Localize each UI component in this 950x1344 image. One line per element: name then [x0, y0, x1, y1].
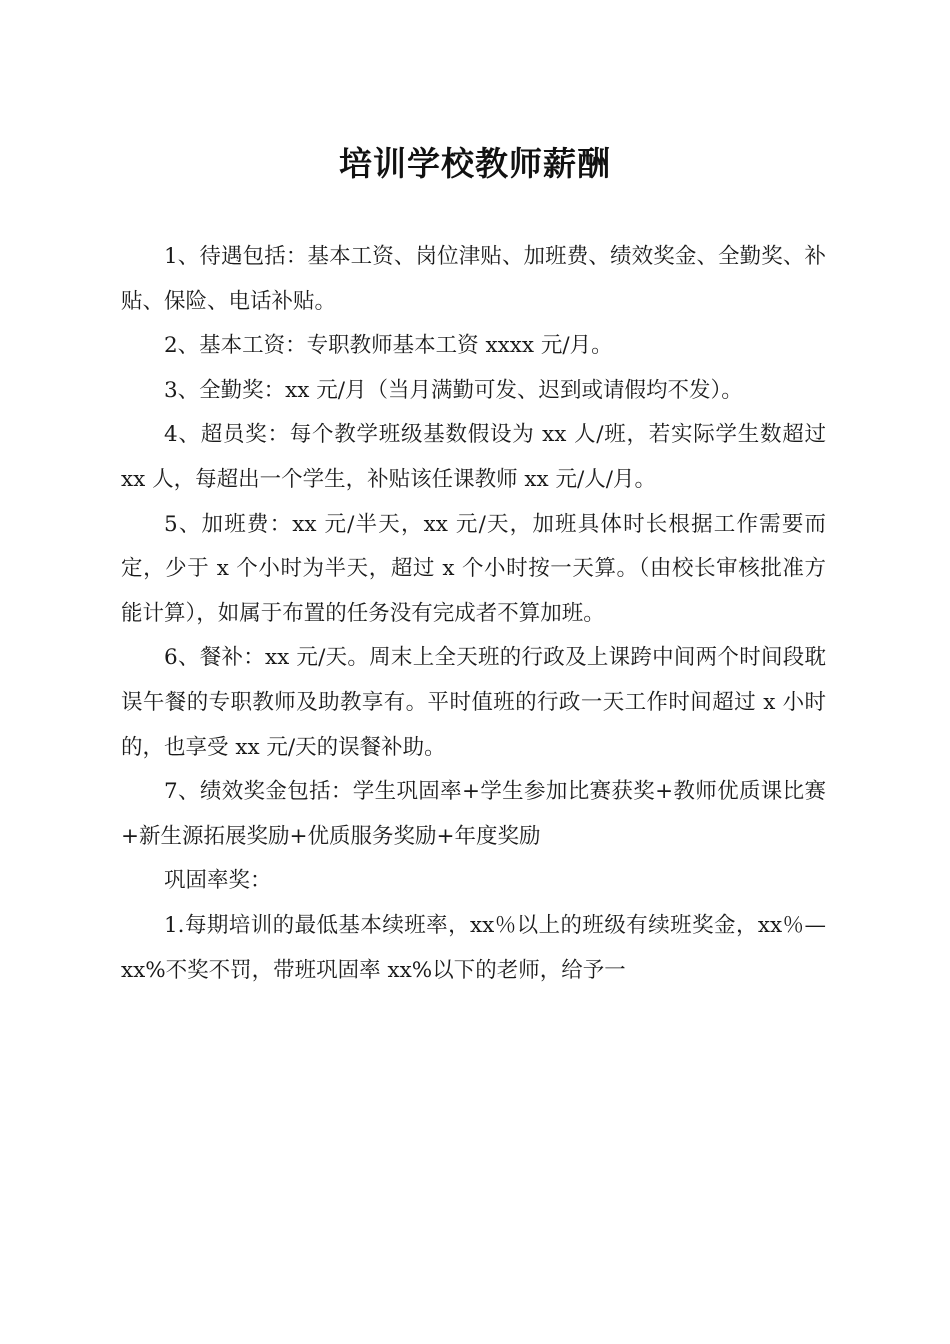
paragraph-retention-rule: 1.每期培训的最低基本续班率，xx％以上的班级有续班奖金，xx％—xx%不奖不罚，带班巩固率 xx%以下的老师，给予一 [121, 912, 826, 983]
paragraph-retention-heading: 巩固率奖： [164, 868, 272, 894]
paragraph-base-salary: 2、基本工资：专职教师基本工资 xxxx 元/月。 [164, 333, 613, 359]
paragraph-benefits: 1、待遇包括：基本工资、岗位津贴、加班费、绩效奖金、全勤奖、补贴、保险、电话补贴。 [121, 244, 826, 314]
document-body [121, 235, 826, 993]
paragraph-meal-allowance: 6、餐补：xx 元/天。周末上全天班的行政及上课跨中间两个时间段耽误午餐的专职教师及助教享有。平时值班的行政一天工作时间超过 x 小时的，也享受 xx 元/天的误餐补助。 [121, 645, 826, 760]
document-title: 培训学校教师薪酬 [339, 144, 611, 183]
paragraph-performance-bonus: 7、绩效奖金包括：学生巩固率+学生参加比赛获奖+教师优质课比赛+新生源拓展奖励+优质服务奖励+年度奖励 [121, 779, 826, 849]
paragraph-overtime-pay: 5、加班费：xx 元/半天，xx 元/天，加班具体时长根据工作需要而定，少于 x 个小时为半天，超过 x 个小时按一天算。（由校长审核批准方能计算），如属于布置的任务没有完成者不算加班。 [121, 511, 826, 626]
paragraph-attendance-bonus: 3、全勤奖：xx 元/月（当月满勤可发、迟到或请假均不发）。 [164, 377, 743, 403]
paragraph-overcapacity-bonus: 4、超员奖：每个教学班级基数假设为 xx 人/班，若实际学生数超过 xx 人，每超出一个学生，补贴该任课教师 xx 元/人/月。 [121, 422, 826, 492]
